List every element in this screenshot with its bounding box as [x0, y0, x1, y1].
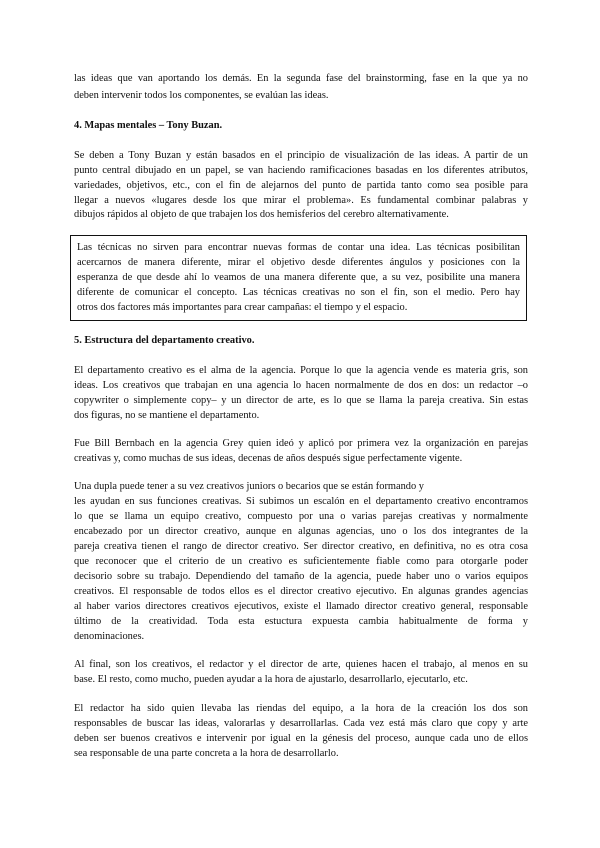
- text-line: deben ser buenos creativos e intervenir por igual en la génesis del proceso, aunque cada uno de ellos: [74, 733, 528, 744]
- callout-line: esperanza de que desde ahí lo veamos de una manera diferente que, a su vez, posibilite una manera: [77, 272, 520, 283]
- text-line: llegar a nuevos «lugares desde los que mirar el problema». Es fundamental combinar palabras y: [74, 195, 528, 206]
- text-line: les ayudan en sus funciones creativas. Si subimos un escalón en el departamento creativo encontramos: [74, 496, 528, 507]
- text-line: sea responsable de una parte concreta a la hora de desarrollarlo.: [74, 748, 339, 759]
- text-line: denominaciones.: [74, 631, 145, 642]
- callout-box: [70, 235, 527, 321]
- text-line: creativas y, como muchas de sus ideas, decenas de años después sigue perfectamente vigente.: [74, 453, 463, 464]
- text-line: Fue Bill Bernbach en la agencia Grey quien ideó y aplicó por primera vez la organización en parejas: [74, 438, 528, 449]
- section-heading-5: 5. Estructura del departamento creativo.: [74, 335, 255, 346]
- text-line: copywriter o simplemente copy– y un director de arte, es lo que se llama la pareja creativa. Sin estas: [74, 395, 528, 406]
- text-line: responsables de buscar las ideas, valorarlas y desarrollarlas. Cada vez está más claro que copy y arte: [74, 718, 528, 729]
- section-heading-4: 4. Mapas mentales – Tony Buzan.: [74, 120, 223, 131]
- text-line: creativos. El responsable de todos ellos es el director creativo ejecutivo. En algunas grandes agencias: [74, 586, 528, 597]
- text-line: variedades, objetivos, etc., con el fin de alejarnos del punto de partida tanto como sea posible para: [74, 180, 528, 191]
- text-line: encabezado por un director creativo, aunque en algunas agencias, uno o los dos integrantes de la: [74, 526, 528, 537]
- callout-line: Las técnicas no sirven para encontrar nuevas formas de contar una idea. Las técnicas posibilitan: [77, 242, 520, 253]
- text-line: base. El resto, como mucho, pueden ayudar a la hora de ajustarlo, desarrollarlo, ejecutarlo, etc.: [74, 674, 468, 685]
- text-line: las ideas que van aportando los demás. En la segunda fase del brainstorming, fase en la que ya no: [74, 73, 528, 84]
- text-line: Una dupla puede tener a su vez creativos juniors o becarios que se están formando y: [74, 481, 424, 492]
- text-line: decisorio sobre su trabajo. Dependiendo del tamaño de la agencia, puede haber uno o varios equipos: [74, 571, 528, 582]
- callout-line: otros dos factores más importantes para crear campañas: el tiempo y el espacio.: [77, 302, 408, 313]
- text-line: al haber varios directores creativos ejecutivos, existe el llamado director creativo general, responsable: [74, 601, 528, 612]
- text-line: lo que se llama un equipo creativo, compuesto por una o varias parejas creativas y normalmente: [74, 511, 528, 522]
- callout-line: diferente de comunicar el concepto. Las técnicas creativas no son el fin, son el medio. Pero hay: [77, 287, 520, 298]
- text-line: ideas. Los creativos que trabajan en una agencia lo hacen normalmente de dos en dos: un redactor –o: [74, 380, 528, 391]
- text-line: deben intervenir todos los componentes, se evalúan las ideas.: [74, 90, 329, 101]
- text-line: pareja creativa tienen el rango de director creativo. Ser director creativo, en definitiva, no es otra cosa: [74, 541, 528, 552]
- text-line: Se deben a Tony Buzan y están basados en el principio de visualización de las ideas. A partir de un: [74, 150, 528, 161]
- text-line: El departamento creativo es el alma de la agencia. Porque lo que la agencia vende es materia gris, son: [74, 365, 528, 376]
- text-line: Al final, son los creativos, el redactor y el director de arte, quienes hacen el trabajo, al menos en su: [74, 659, 528, 670]
- text-line: El redactor ha sido quien llevaba las riendas del equipo, a la hora de la creación los dos son: [74, 703, 528, 714]
- text-line: que reconocer que el criterio de un creativo es suficientemente fiable como para otorgarle poder: [74, 556, 528, 567]
- text-line: punto central dibujado en un papel, se van haciendo ramificaciones basadas en los diferentes atributos,: [74, 165, 528, 176]
- text-line: último de la creatividad. Toda esta estuctura expuesta cambia habitualmente de forma y: [74, 616, 528, 627]
- text-line: dibujos rápidos al objeto de que trabajen los dos hemisferios del cerebro alternativamente.: [74, 209, 449, 220]
- callout-line: acercarnos de manera diferente, mirar el objetivo desde diferentes ángulos y posiciones con la: [77, 257, 520, 268]
- text-line: dos figuras, no se mantiene el departamento.: [74, 410, 260, 421]
